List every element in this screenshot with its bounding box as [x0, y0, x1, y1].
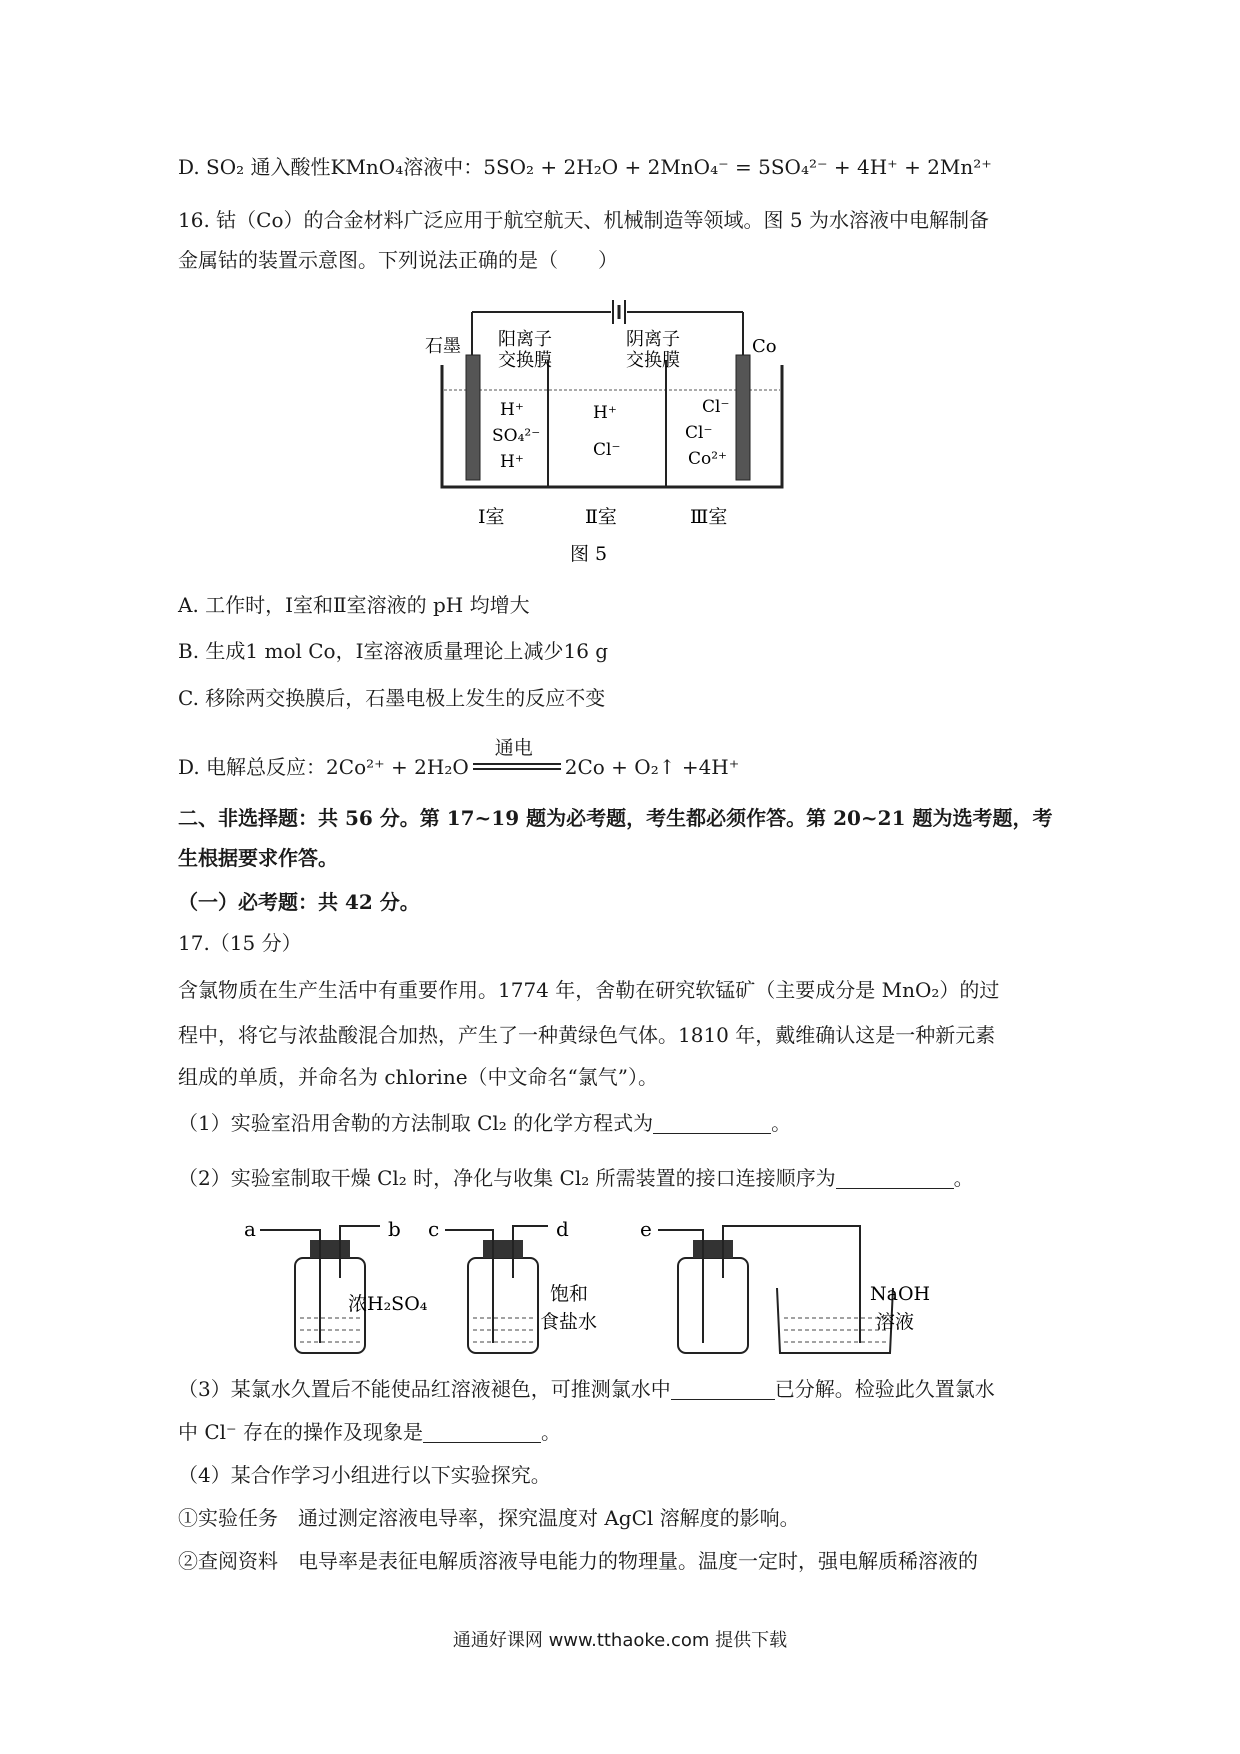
battery-icon: [613, 300, 625, 324]
q16-option-d-condition: 通电: [494, 736, 533, 759]
cation-membrane-label-1: 阳离子: [498, 329, 552, 350]
q17-paragraph-line1: 含氯物质在生产生活中有重要作用。1774 年，舍勒在研究软锰矿（主要成分是 MnO₂）的过: [178, 978, 1000, 1002]
room3-ion: Cl⁻: [685, 423, 713, 443]
answer-blank[interactable]: [671, 1379, 775, 1400]
q17-question-3-line1: [178, 1374, 1072, 1404]
q16-option-d-products: 2Co + O₂↑ +4H⁺: [564, 755, 740, 779]
section2-heading-line1: 二、非选择题：共 56 分。第 17~19 题为必考题，考生都必须作答。第 20~21 题为选考题，考: [178, 806, 1053, 830]
bottle1-reagent-label: 浓H₂SO₄: [348, 1293, 428, 1315]
page-footer: 通通好课网 www.tthaoke.com 提供下载: [452, 1630, 788, 1651]
q17-question-3-text-c: 中 Cl⁻ 存在的操作及现象是: [178, 1420, 423, 1444]
q17-question-1-text: （1）实验室沿用舍勒的方法制取 Cl₂ 的化学方程式为: [178, 1111, 654, 1135]
port-c-label: c: [428, 1217, 440, 1241]
room2-ion: Cl⁻: [593, 440, 621, 460]
beaker-reagent-label-1: NaOH: [870, 1283, 931, 1305]
q16-option-d-reactants: 2Co²⁺ + 2H₂O: [326, 755, 469, 779]
cation-membrane-label-2: 交换膜: [498, 350, 552, 371]
collecting-bottle: [658, 1226, 860, 1353]
beaker-reagent-label-2: 溶液: [876, 1311, 915, 1333]
q16-option-a: A. 工作时，Ⅰ室和Ⅱ室溶液的 pH 均增大: [178, 593, 530, 617]
room2-ion: H⁺: [593, 403, 617, 423]
anion-membrane-label-1: 阴离子: [626, 329, 680, 350]
cobalt-label: Co: [752, 336, 777, 357]
room2-label: Ⅱ室: [585, 506, 617, 528]
q17-question-4-task: ①实验任务 通过测定溶液电导率，探究温度对 AgCl 溶解度的影响。: [178, 1506, 800, 1530]
figure-5-caption: 图 5: [570, 543, 608, 565]
q16-option-b: B. 生成1 mol Co，Ⅰ室溶液质量理论上减少16 g: [178, 639, 609, 663]
port-d-label: d: [556, 1217, 569, 1241]
room1-ion: H⁺: [500, 400, 524, 420]
room3-ion: Co²⁺: [688, 449, 728, 469]
graphite-label: 石墨: [425, 336, 461, 357]
q17-question-3-end: 。: [540, 1420, 561, 1444]
room3-label: Ⅲ室: [690, 506, 728, 528]
q17-title: 17.（15 分）: [178, 931, 302, 955]
q17-question-1: [178, 1108, 1072, 1138]
q17-paragraph-line2: 程中，将它与浓盐酸混合加热，产生了一种黄绿色气体。1810 年，戴维确认这是一种新元素: [178, 1023, 996, 1047]
room1-ion: SO₄²⁻: [492, 426, 541, 446]
figure-5-electrolysis-diagram: [425, 290, 810, 565]
port-a-label: a: [244, 1217, 256, 1241]
q17-question-1-end: 。: [771, 1111, 792, 1135]
answer-blank[interactable]: [653, 1113, 771, 1134]
section2-heading-line2: 生根据要求作答。: [178, 846, 338, 870]
q15-option-d: D. SO₂ 通入酸性KMnO₄溶液中：5SO₂ + 2H₂O + 2MnO₄⁻ = 5SO₄²⁻ + 4H⁺ + 2Mn²⁺: [178, 155, 992, 179]
q17-question-4: （4）某合作学习小组进行以下实验探究。: [178, 1463, 551, 1487]
graphite-electrode: [466, 355, 480, 480]
q17-question-2-end: 。: [953, 1166, 974, 1190]
q17-question-2: [178, 1163, 1072, 1193]
port-b-label: b: [388, 1217, 401, 1241]
q17-paragraph-line3: 组成的单质，并命名为 chlorine（中文命名“氯气”）。: [178, 1065, 658, 1089]
q17-question-2-text: （2）实验室制取干燥 Cl₂ 时，净化与收集 Cl₂ 所需装置的接口连接顺序为: [178, 1166, 836, 1190]
q16-stem-line1: 16. 钴（Co）的合金材料广泛应用于航空航天、机械制造等领域。图 5 为水溶液中电解制备: [178, 208, 989, 232]
washing-bottle-1: [260, 1226, 380, 1353]
answer-blank[interactable]: [836, 1168, 954, 1189]
room1-ion: H⁺: [500, 452, 524, 472]
cobalt-electrode: [736, 355, 750, 480]
anion-membrane-label-2: 交换膜: [626, 350, 680, 371]
gas-purification-apparatus-diagram: [240, 1218, 1020, 1363]
q16-stem-line2: 金属钴的装置示意图。下列说法正确的是（ ）: [178, 248, 618, 272]
q17-question-3-text-b: 已分解。检验此久置氯水: [774, 1377, 995, 1401]
q16-option-d-arrow: [469, 736, 565, 779]
washing-bottle-2: [445, 1226, 548, 1353]
answer-blank[interactable]: [423, 1422, 541, 1443]
q17-question-3-text-a: （3）某氯水久置后不能使品红溶液褪色，可推测氯水中: [178, 1377, 671, 1401]
section2-subheading: （一）必考题：共 42 分。: [178, 890, 420, 914]
q17-question-4-reference: ②查阅资料 电导率是表征电解质溶液导电能力的物理量。温度一定时，强电解质稀溶液的: [178, 1549, 978, 1573]
bottle2-reagent-label-2: 食盐水: [540, 1311, 598, 1333]
q16-option-d-prefix: D. 电解总反应：: [178, 755, 327, 779]
room1-label: Ⅰ室: [478, 506, 505, 528]
q17-question-3-line2: [178, 1417, 1072, 1447]
q16-option-c: C. 移除两交换膜后，石墨电极上发生的反应不变: [178, 686, 606, 710]
port-e-label: e: [640, 1217, 652, 1241]
room3-ion: Cl⁻: [702, 397, 730, 417]
q16-option-d: [178, 736, 1072, 782]
bottle2-reagent-label-1: 饱和: [550, 1283, 589, 1305]
